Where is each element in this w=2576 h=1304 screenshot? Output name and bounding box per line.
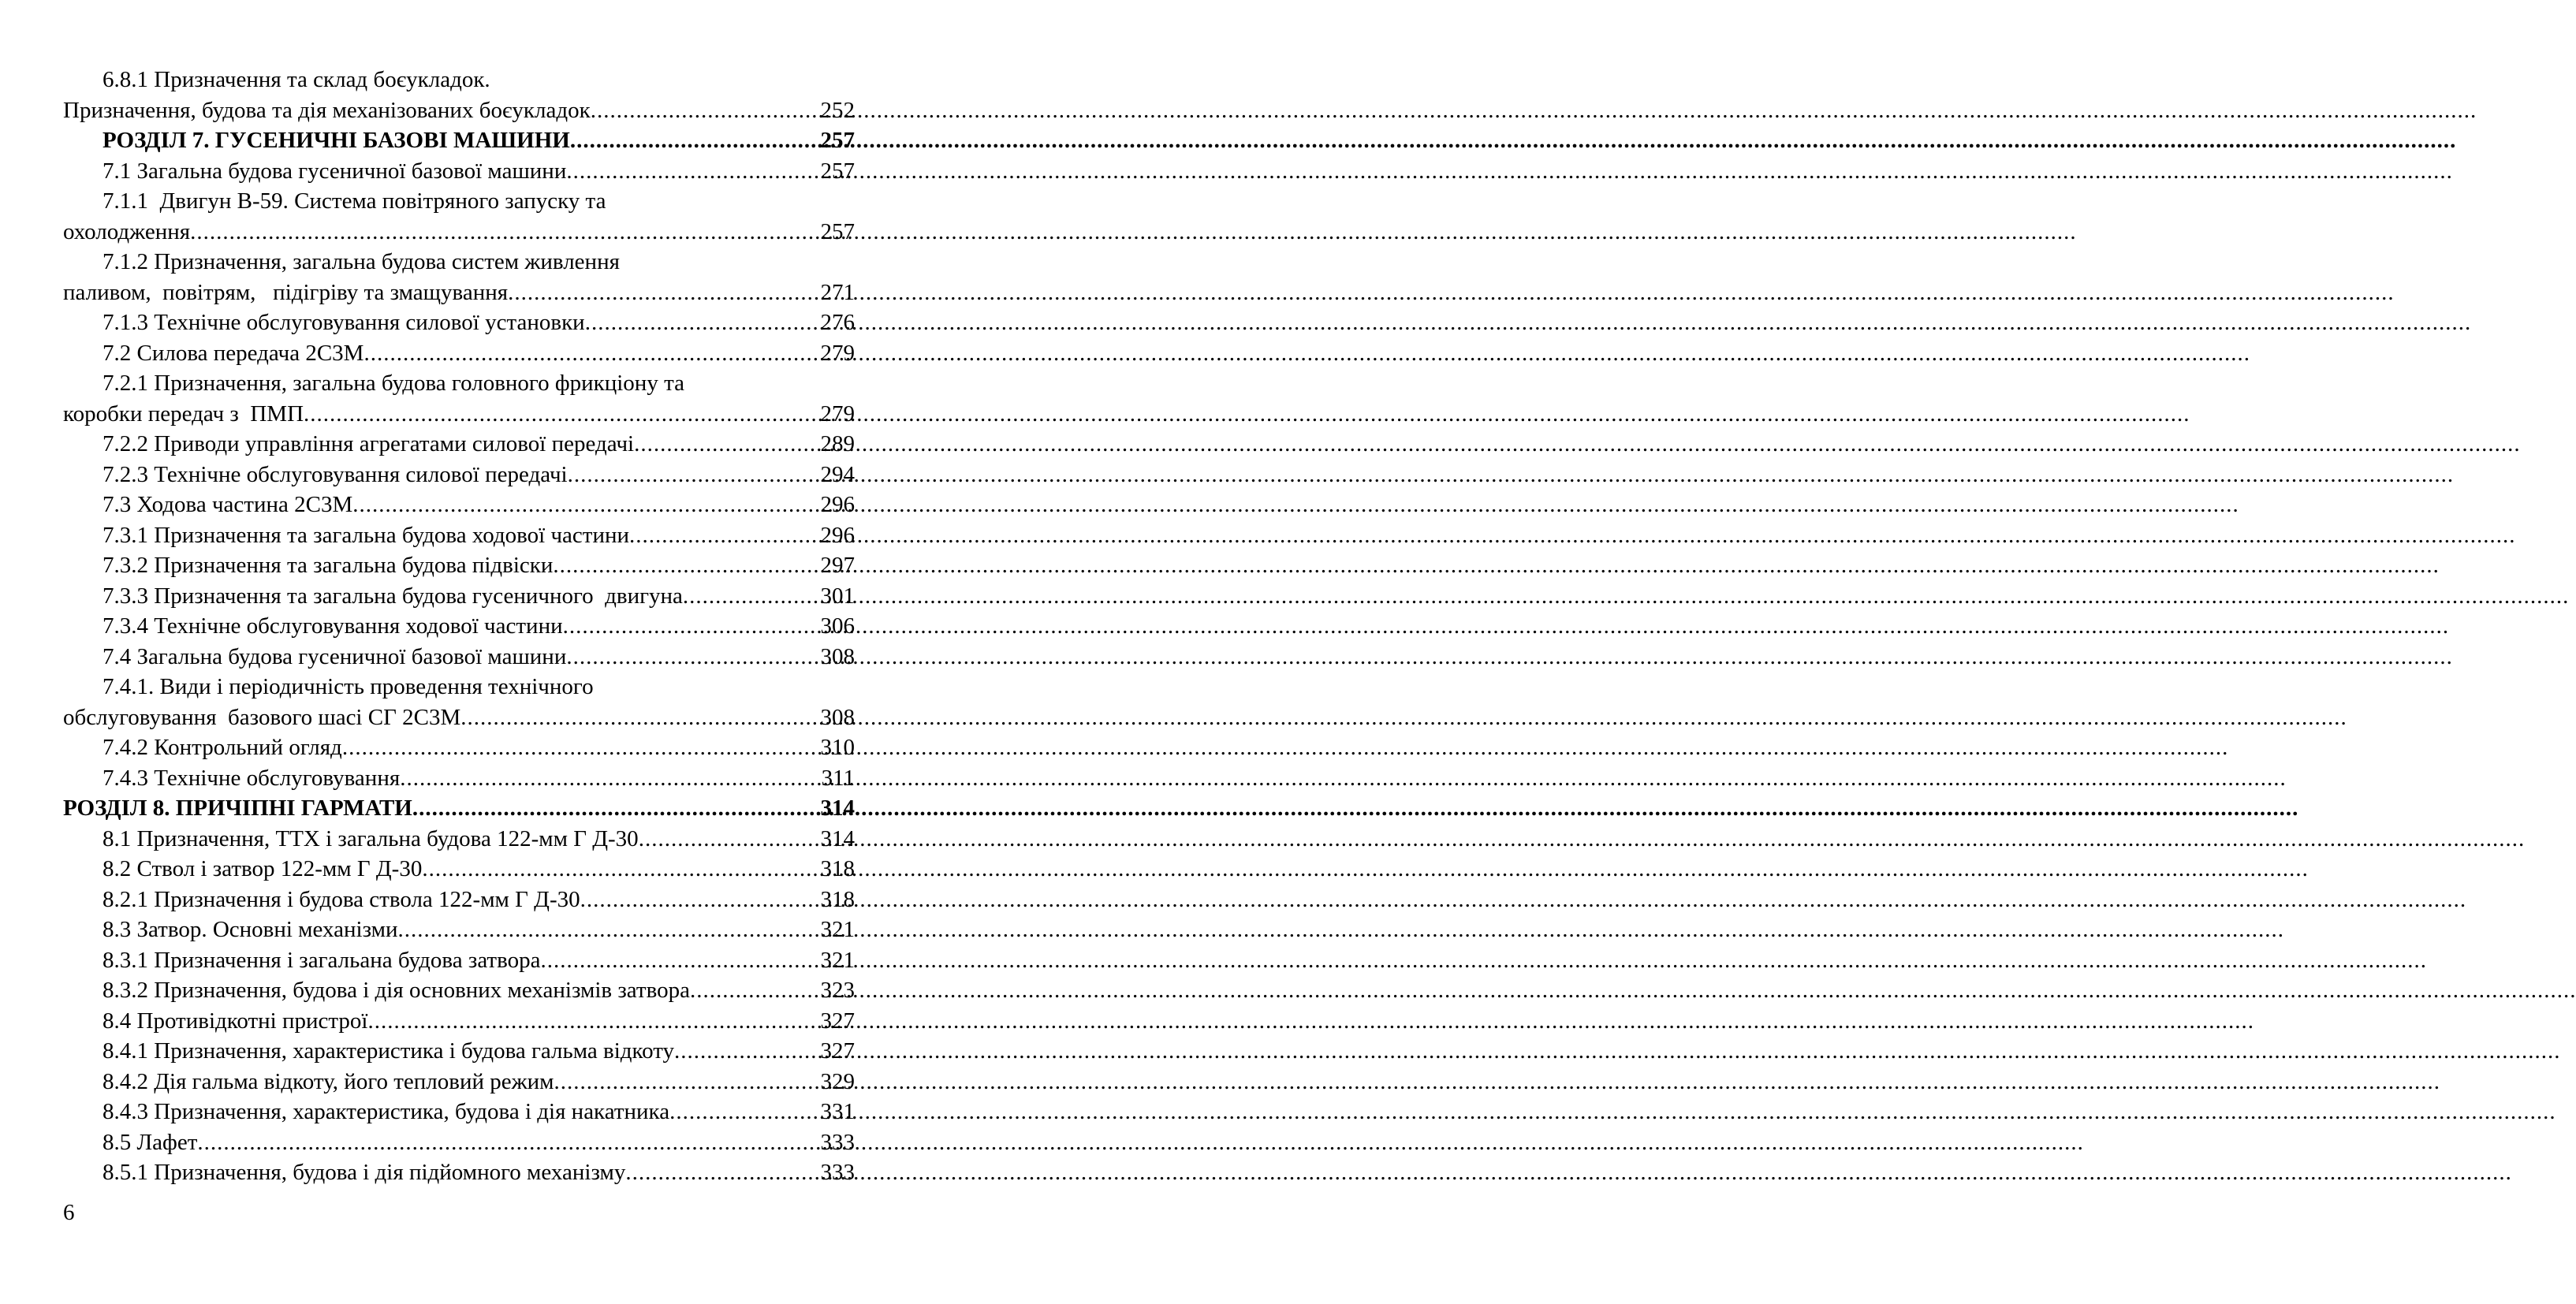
toc-entry [63,399,855,430]
toc-entry [63,156,855,187]
dot-leader [580,885,819,915]
toc-entry-page-number: 271 [820,279,855,305]
toc-entry-page-number: 306 [820,613,855,639]
toc-entry-title: 7.3 Ходова частина 2С3М [103,492,353,517]
toc-entry-page-number: 308 [820,643,855,669]
toc-entry [63,278,855,308]
toc-entry-page-number: 321 [820,947,855,973]
toc-entry [63,702,855,733]
toc-entry-title: 8.4.1 Призначення, характеристика і будова гальма відкоту [103,1038,675,1064]
toc-entry-page-number: 279 [820,340,855,366]
toc-entry [63,611,855,642]
toc-entry [63,642,855,672]
dot-leader [625,1157,818,1188]
toc-entry-continued [63,672,855,702]
toc-entry-page-number: 321 [820,917,855,942]
toc-entry-title: 7.3.4 Технічне обслуговування ходової частини [103,613,563,639]
toc-entry-page-number: 257 [820,218,855,244]
toc-entry-title: 7.4.3 Технічне обслуговування [103,765,401,791]
toc-entry [63,1067,855,1097]
toc-entry-page-number: 297 [820,553,855,578]
table-of-contents [63,65,855,1188]
dot-leader [342,732,819,763]
toc-entry [63,550,855,581]
toc-entry-title: 8.3.1 Призначення і загальана будова затвора [103,947,541,973]
toc-entry-title: 7.3.3 Призначення та загальна будова гусеничного двигуна [103,583,683,609]
dot-leader [553,550,818,581]
toc-entry-title: 7.4.1. Види і періодичність проведення технічного [103,674,594,699]
dot-leader [554,1067,819,1097]
dot-leader [368,1006,819,1037]
toc-entry [63,1127,855,1158]
toc-entry-page-number: 333 [820,1129,855,1155]
toc-entry-title: 8.3 Затвор. Основні механізми [103,917,398,942]
toc-entry-title: обслуговування базового шасі СГ 2С3М [63,704,461,730]
dot-leader [591,95,819,126]
toc-entry [63,915,855,945]
toc-entry-title: 7.1.3 Технічне обслуговування силової установки [103,310,585,335]
dot-leader [508,278,818,308]
toc-entry-page-number: 323 [820,978,855,1003]
toc-entry-page-number: 301 [820,583,855,609]
toc-entry [63,824,855,855]
toc-entry-title: 8.5.1 Призначення, будова і дія підйомного механізму [103,1160,626,1185]
toc-entry-page-number: 257 [820,158,855,184]
dot-leader [568,460,819,490]
toc-entry [63,732,855,763]
dot-leader [422,854,818,885]
toc-entry-title: 7.4 Загальна будова гусеничної базової машини [103,643,567,669]
dot-leader [352,490,818,520]
toc-entry [63,1157,855,1188]
toc-entry-page-number: 310 [820,735,855,760]
toc-entry [63,460,855,490]
toc-entry-continued [63,368,855,399]
toc-entry-continued [63,247,855,278]
toc-entry-continued [63,65,855,95]
toc-entry-title: 7.3.2 Призначення та загальна будова підвіски [103,553,554,578]
dot-leader [585,307,819,338]
toc-entry-title: 7.2 Силова передача 2С3М [103,340,364,366]
toc-entry [63,581,855,612]
dot-leader [566,156,818,187]
toc-entry-title: 8.4.2 Дія гальма відкоту, його тепловий режим [103,1068,554,1094]
toc-entry-page-number: 311 [821,765,855,791]
toc-entry [63,307,855,338]
toc-entry-page-number: 289 [820,431,855,456]
toc-entry-page-number: 314 [820,825,855,851]
dot-leader [683,581,819,612]
dot-leader [460,702,818,733]
dot-leader [540,945,818,976]
toc-entry-title: коробки передач з ПМП [63,401,304,427]
toc-entry-title: 6.8.1 Призначення та склад боєукладок. [103,67,490,92]
dot-leader [304,399,818,430]
dot-leader [563,611,819,642]
dot-leader [363,338,818,369]
toc-entry-title: 7.1.1 Двигун В-59. Система повітряного запуску та [103,188,606,214]
toc-entry-page-number: 296 [820,492,855,517]
dot-leader [690,975,819,1006]
toc-entry-page-number: 318 [820,886,855,912]
toc-entry-page-number: 318 [820,856,855,881]
toc-entry [63,95,855,126]
toc-entry-title: РОЗДІЛ 8. ПРИЧІПНІ ГАРМАТИ [63,795,412,821]
toc-entry-title: 8.4 Противідкотні пристрої [103,1008,368,1034]
toc-entry [63,793,855,824]
dot-leader [669,1097,818,1127]
toc-entry-page-number: 296 [820,522,855,548]
toc-entry-title: 7.1.2 Призначення, загальна будова систем живлення [103,249,620,274]
toc-entry-title: 7.2.1 Призначення, загальна будова головного фрикціону та [103,371,684,396]
toc-entry-page-number: 314 [820,795,855,821]
toc-entry-continued [63,186,855,217]
toc-entry-title: 7.1 Загальна будова гусеничної базової машини [103,158,567,184]
toc-entry-title: 7.2.2 Приводи управління агрегатами силової передачі [103,431,635,456]
dot-leader [674,1036,818,1067]
toc-entry-page-number: 257 [820,128,855,153]
dot-leader [197,1127,818,1158]
toc-entry [63,217,855,248]
toc-entry [63,429,855,460]
dot-leader [190,217,818,248]
toc-entry [63,125,855,156]
toc-entry [63,854,855,885]
dot-leader [629,520,818,551]
toc-entry-title: 8.5 Лафет [103,1129,198,1155]
toc-entry [63,1097,855,1127]
toc-entry-page-number: 327 [820,1008,855,1034]
toc-entry-title: Призначення, будова та дія механізованих боєукладок [63,97,591,123]
toc-entry-page-number: 331 [820,1099,855,1124]
toc-entry-page-number: 333 [820,1160,855,1185]
toc-entry-title: 8.2.1 Призначення і будова ствола 122-мм Г Д-30 [103,886,580,912]
toc-entry-title: 8.3.2 Призначення, будова і дія основних механізмів затвора [103,978,690,1003]
toc-entry-title: 7.4.2 Контрольний огляд [103,735,342,760]
dot-leader [566,642,818,672]
toc-entry-page-number: 329 [820,1068,855,1094]
toc-entry-title: 8.4.3 Призначення, характеристика, будова і дія накатника [103,1099,670,1124]
dot-leader [570,125,819,156]
toc-entry-page-number: 327 [820,1038,855,1064]
dot-leader [398,915,819,945]
toc-entry [63,490,855,520]
toc-entry [63,338,855,369]
toc-entry-page-number: 308 [820,704,855,730]
dot-leader [639,824,819,855]
toc-entry [63,763,855,794]
toc-entry-title: охолодження [63,218,191,244]
toc-entry [63,1006,855,1037]
dot-leader [412,793,819,824]
toc-entry-page-number: 276 [820,310,855,335]
toc-entry-title: 8.2 Ствол і затвор 122-мм Г Д-30 [103,856,423,881]
toc-entry-title: 7.3.1 Призначення та загальна будова ходової частини [103,522,630,548]
toc-entry-title: 7.2.3 Технічне обслуговування силової передачі [103,461,568,487]
toc-entry-page-number: 279 [820,401,855,427]
document-page [0,0,922,1304]
dot-leader [634,429,818,460]
toc-entry [63,1036,855,1067]
toc-entry [63,885,855,915]
toc-entry-title: паливом, повітрям, підігріву та змащування [63,279,509,305]
toc-entry [63,975,855,1006]
page-number: 6 [63,1200,75,1225]
toc-entry-page-number: 252 [820,97,855,123]
toc-entry [63,945,855,976]
toc-entry-title: 8.1 Призначення, ТТХ і загальна будова 122-мм Г Д-30 [103,825,639,851]
toc-entry-page-number: 294 [820,461,855,487]
dot-leader [400,763,819,794]
toc-entry [63,520,855,551]
toc-entry-title: РОЗДІЛ 7. ГУСЕНИЧНІ БАЗОВІ МАШИНИ [103,128,570,153]
